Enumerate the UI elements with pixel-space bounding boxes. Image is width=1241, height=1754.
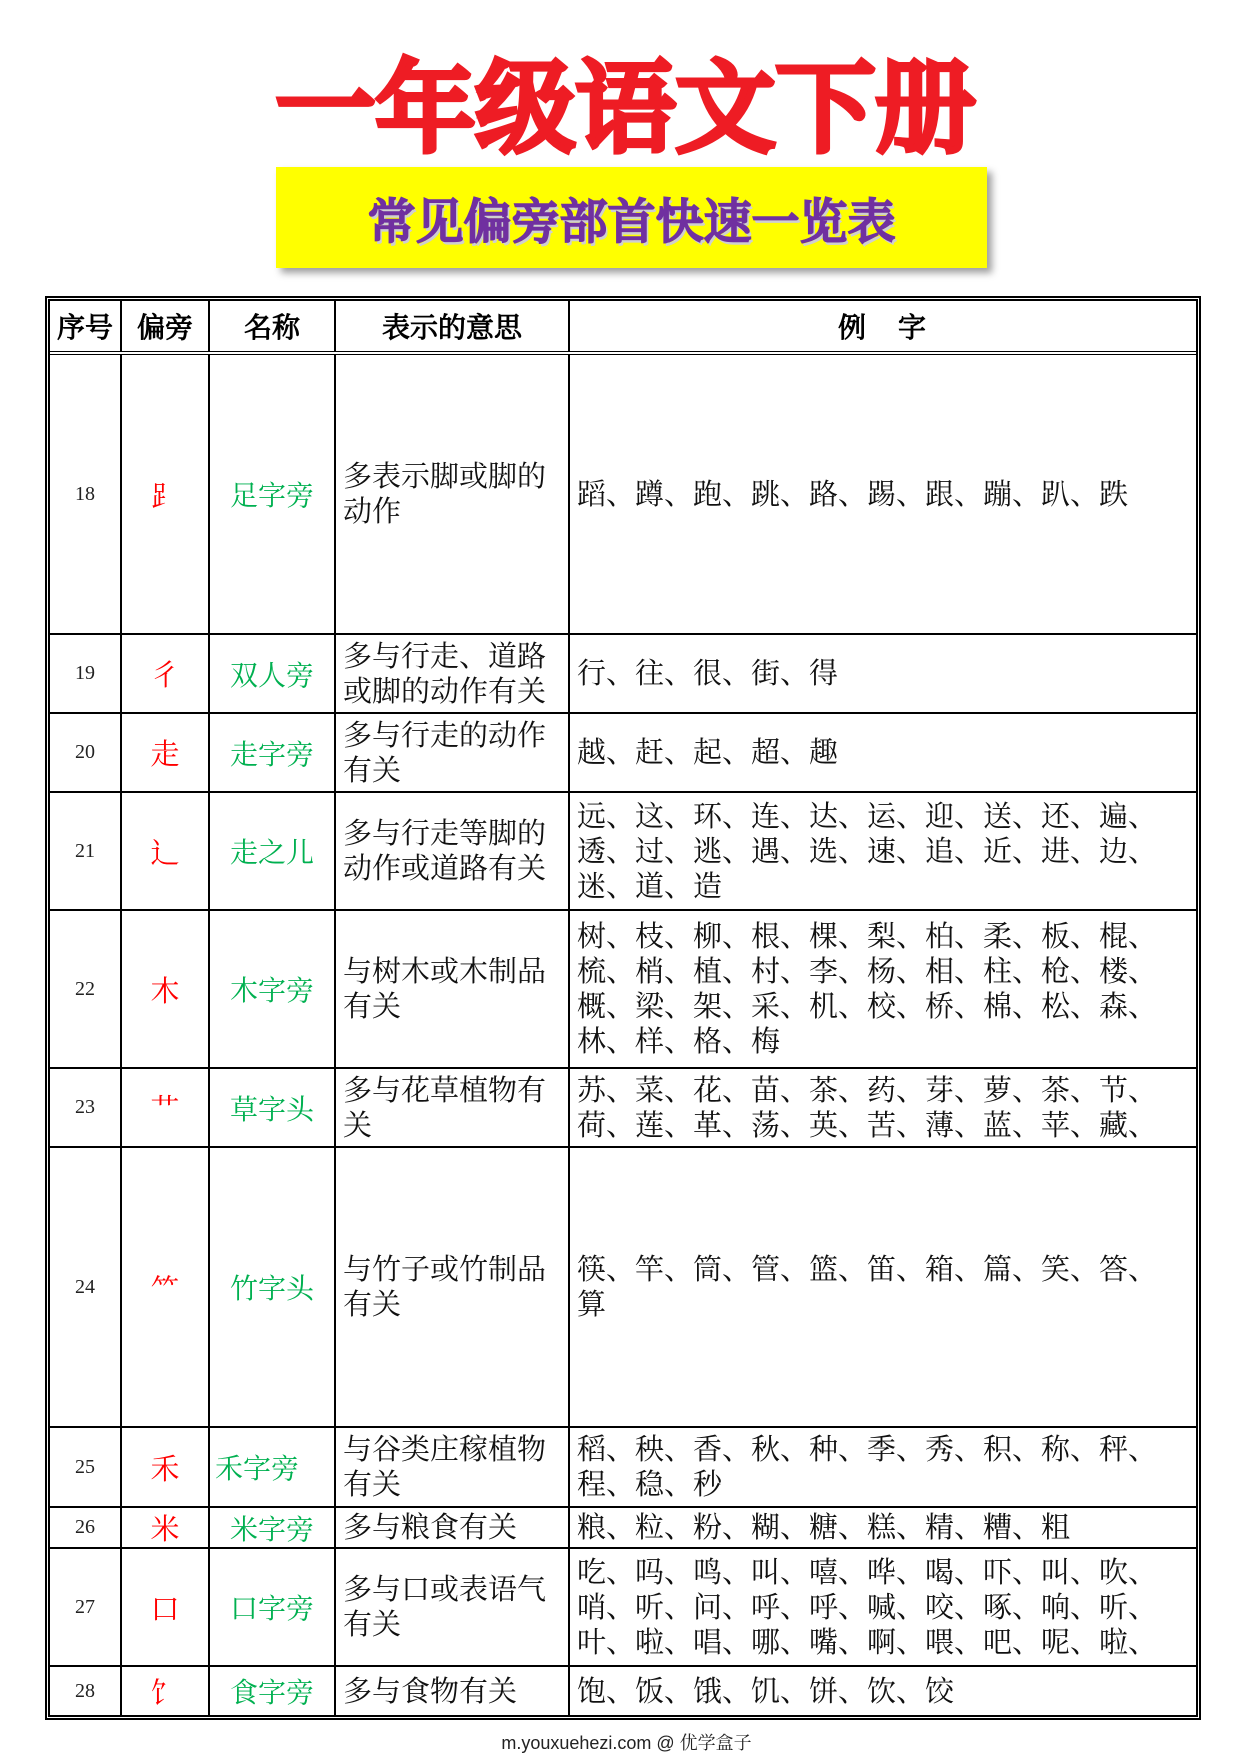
radical-name: 口字旁 [210,1549,336,1665]
meaning-line: 多与花草植物有 [343,1072,547,1107]
table-row [50,1148,1196,1428]
radical-name: 木字旁 [210,911,336,1067]
meaning-line: 或脚的动作有关 [343,673,547,708]
table-row [50,635,1196,714]
examples-line: 行、往、很、街、得 [577,656,839,690]
meaning-line: 与谷类庄稼植物 [343,1432,547,1466]
examples-line: 荷、莲、革、荡、英、苦、薄、蓝、苹、藏、 [577,1107,1158,1142]
row-number: 22 [50,911,122,1067]
meaning-cell [336,1549,570,1665]
meaning-cell [336,793,570,909]
radical-name: 走字旁 [210,714,336,791]
row-number: 24 [50,1148,122,1426]
examples-cell [570,1428,1196,1506]
meaning-line: 有关 [343,1467,402,1501]
examples-line: 迷、道、造 [577,868,723,903]
table-row [50,1508,1196,1549]
row-number: 19 [50,635,122,712]
radical-name: 草字头 [210,1069,336,1146]
examples-line: 越、赶、起、超、趣 [577,735,839,769]
table-row [50,1549,1196,1667]
radical-glyph: 木 [122,911,210,1067]
header-meaning: 表示的意思 [336,301,570,351]
radical-glyph: 艹 [122,1069,210,1146]
meaning-line: 多与粮食有关 [343,1510,518,1544]
examples-line: 树、枝、柳、根、棵、梨、柏、柔、板、棍、 [577,919,1158,953]
examples-line: 概、梁、架、采、机、校、桥、棉、松、森、 [577,989,1158,1023]
examples-cell [570,1508,1196,1547]
examples-line: 吃、吗、鸣、叫、嘻、哗、喝、吓、叫、吹、 [577,1554,1158,1589]
radical-glyph: ⺮ [122,1148,210,1426]
meaning-line: 动作或道路有关 [343,851,547,885]
radical-name: 食字旁 [210,1667,336,1715]
page-title: 一年级语文下册 [275,50,976,167]
meaning-cell [336,1428,570,1506]
meaning-line: 关 [343,1107,373,1142]
header-number: 序号 [50,301,122,351]
header-radical: 偏旁 [122,301,210,351]
row-number: 26 [50,1508,122,1547]
meaning-line: 多与口或表语气 [343,1572,547,1606]
header-name: 名称 [210,301,336,351]
meaning-cell [336,1508,570,1547]
examples-line: 苏、菜、花、苗、茶、药、芽、萝、茶、节、 [577,1072,1158,1107]
examples-line: 筷、竿、筒、管、篮、笛、箱、篇、笑、答、 [577,1252,1158,1286]
radical-glyph: 米 [122,1508,210,1547]
radical-glyph: 禾 [122,1428,210,1506]
meaning-line: 多与行走、道路 [343,638,547,673]
radical-glyph: ⻊ [122,355,210,633]
table-header [50,301,1196,355]
meaning-cell [336,635,570,712]
examples-line: 透、过、逃、遇、选、速、追、近、进、边、 [577,833,1158,868]
examples-cell [570,1069,1196,1146]
row-number: 25 [50,1428,122,1506]
table-row [50,714,1196,793]
examples-line: 哨、听、问、呼、呼、喊、咬、啄、响、听、 [577,1589,1158,1624]
meaning-line: 有关 [343,989,402,1023]
row-number: 27 [50,1549,122,1665]
examples-line: 饱、饭、饿、饥、饼、饮、饺 [577,1673,955,1708]
meaning-line: 与竹子或竹制品 [343,1252,547,1286]
examples-cell [570,355,1196,633]
examples-cell [570,911,1196,1067]
examples-line: 算 [577,1287,607,1321]
meaning-cell [336,911,570,1067]
meaning-cell [336,1148,570,1426]
table-row [50,1667,1196,1715]
row-number: 21 [50,793,122,909]
row-number: 18 [50,355,122,633]
row-number: 28 [50,1667,122,1715]
table-row [50,911,1196,1069]
meaning-line: 动作 [343,494,402,528]
radical-name: 足字旁 [210,355,336,633]
examples-cell [570,1667,1196,1715]
examples-cell [570,1549,1196,1665]
examples-line: 叶、啦、唱、哪、嘴、啊、喂、吧、呢、啦、 [577,1624,1158,1659]
footer-text: m.youxuehezi.com @ 优学盒子 [501,1733,752,1753]
radical-name: 走之儿 [210,793,336,909]
radical-table [45,296,1201,1720]
table-row [50,1069,1196,1148]
examples-cell [570,714,1196,791]
examples-cell [570,635,1196,712]
radical-name: 双人旁 [210,635,336,712]
header-examples: 例 字 [837,311,928,344]
meaning-line: 有关 [343,1287,402,1321]
meaning-line: 有关 [343,1607,402,1641]
subtitle-text: 常见偏旁部首快速一览表 [367,194,896,250]
table-row [50,793,1196,911]
radical-glyph: 辶 [122,793,210,909]
radical-name: 竹字头 [210,1148,336,1426]
meaning-line: 多与食物有关 [343,1673,518,1708]
row-number: 20 [50,714,122,791]
meaning-cell [336,1069,570,1146]
row-number: 23 [50,1069,122,1146]
meaning-cell [336,355,570,633]
examples-cell [570,793,1196,909]
radical-name: 米字旁 [210,1508,336,1547]
radical-name: 禾字旁 [210,1428,336,1506]
radical-glyph: 彳 [122,635,210,712]
examples-line: 程、稳、秒 [577,1467,723,1501]
meaning-line: 多与行走的动作 [343,717,547,752]
meaning-line: 有关 [343,752,402,787]
table-row [50,355,1196,635]
examples-line: 蹈、蹲、跑、跳、路、踢、跟、蹦、趴、跌 [577,476,1129,511]
meaning-cell [336,714,570,791]
examples-line: 林、样、格、梅 [577,1024,781,1058]
meaning-line: 多表示脚或脚的 [343,459,547,493]
radical-glyph: 走 [122,714,210,791]
examples-line: 梳、梢、植、村、李、杨、相、柱、枪、楼、 [577,954,1158,988]
meaning-line: 多与行走等脚的 [343,816,547,850]
meaning-line: 与树木或木制品 [343,954,547,988]
radical-glyph: 口 [122,1549,210,1665]
table-row [50,1428,1196,1508]
examples-line: 稻、秧、香、秋、种、季、秀、积、称、秤、 [577,1432,1158,1466]
examples-line: 粮、粒、粉、糊、糖、糕、精、糟、粗 [577,1510,1071,1544]
subtitle-banner [276,167,987,268]
examples-line: 远、这、环、连、达、运、迎、送、还、遍、 [577,798,1158,833]
meaning-cell [336,1667,570,1715]
radical-glyph: 饣 [122,1667,210,1715]
examples-cell [570,1148,1196,1426]
